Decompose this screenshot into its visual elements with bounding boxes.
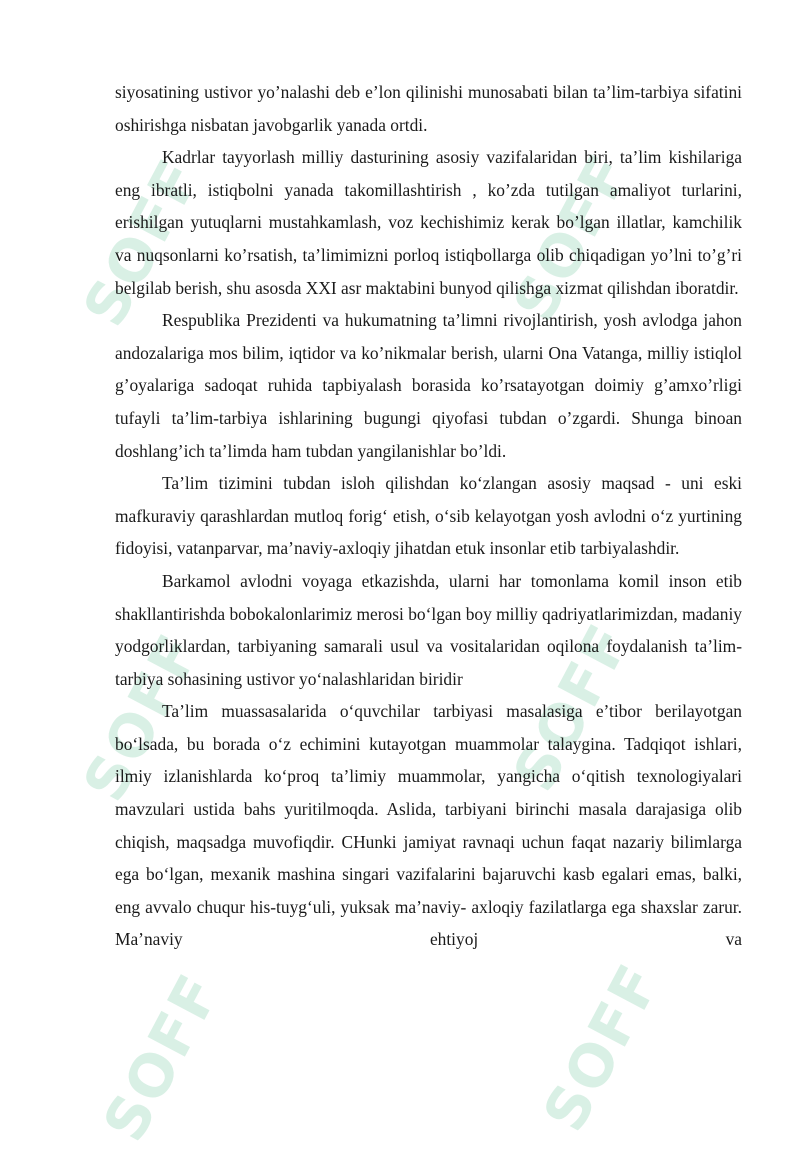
watermark-logo: SOFF xyxy=(500,612,644,802)
watermark-logo: SOFF xyxy=(90,962,234,1152)
watermark-logo: SOFF xyxy=(70,622,214,812)
document-body xyxy=(115,76,742,956)
watermark-logo: SOFF xyxy=(530,952,674,1142)
paragraph: Respublika Prezidenti va hukumatning ta’limni rivojlantirish, yosh avlodga jahon andozalariga mos bilim, iqtidor va ko’nikmalar berish, ularni Ona Vatanga, milliy istiqlol g’oyalariga sadoqat ruhida tapbiyalash borasida ko’rsatayotgan doimiy g’amxo’rligi tufayli ta’lim-tarbiya ishlarining bugungi qiyofasi tubdan o’zgardi. Shunga binoan doshlang’ich ta’limda ham tubdan yangilanishlar bo’ldi. xyxy=(115,310,742,461)
paragraph: Kadrlar tayyorlash milliy dasturining asosiy vazifalaridan biri, ta’lim kishilariga eng ibratli, istiqbolni yanada takomillashtirish , ko’zda tutilgan amaliyot turlarini, erishilgan yutuqlarni mustahkamlash, voz kechishimiz kerak bo’lgan illatlar, kamchilik va nuqsonlarni ko’rsatish, ta’limimizni porloq istiqbollarga olib chiqadigan yo’lni to’g’ri belgilab berish, shu asosda XXI asr maktabini bunyod qilishga xizmat qilishdan iboratdir. xyxy=(115,147,742,298)
paragraph: Ta’lim tizimini tubdan isloh qilishdan ko‘zlangan asosiy maqsad - uni eski mafkuraviy qarashlardan mutloq forig‘ etish, o‘sib kelayotgan yosh avlodni o‘z yurtining fidoyisi, vatanparvar, ma’naviy-axloqiy jihatdan etuk insonlar etib tarbiyalashdir. xyxy=(115,473,742,559)
watermark-logo: SOFF xyxy=(70,147,214,337)
watermark-logo: SOFF xyxy=(500,142,644,332)
paragraph: Barkamol avlodni voyaga etkazishda, ularni har tomonlama komil inson etib shakllantirishda bobokalonlarimiz merosi bo‘lgan boy milliy qadriyatlarimizdan, madaniy yodgorliklardan, tarbiyaning samarali usul va vositalaridan oqilona foydalanish ta’lim-tarbiya sohasining ustivor yo‘nalashlaridan biridir xyxy=(115,570,742,689)
paragraph-continuation: siyosatining ustivor yo’nalashi deb e’lon qilinishi munosabati bilan ta’lim-tarbiya sifatini oshirishga nisbatan javobgarlik yanada ortdi. xyxy=(115,82,742,135)
paragraph: Ta’lim muassasalarida o‘quvchilar tarbiyasi masalasiga e’tibor berilayotgan bo‘lsada, bu borada o‘z echimini kutayotgan muammolar talaygina. Tadqiqot ishlari, ilmiy izlanishlarda ko‘proq ta’limiy muammolar, yangicha o‘qitish texnologiyalari mavzulari ustida bahs yuritilmoqda. Aslida, tarbiyani birinchi masala darajasiga olib chiqish, maqsadga muvofiqdir. CHunki jamiyat ravnaqi uchun faqat nazariy bilimlarga ega bo‘lgan, mexanik mashina singari vazifalarini bajaruvchi kasb egalari emas, balki, eng avvalo chuqur his-tuyg‘uli, yuksak ma’naviy- axloqiy fazilatlarga ega shaxslar zarur. Ma’naviy ehtiyoj va xyxy=(115,701,742,950)
